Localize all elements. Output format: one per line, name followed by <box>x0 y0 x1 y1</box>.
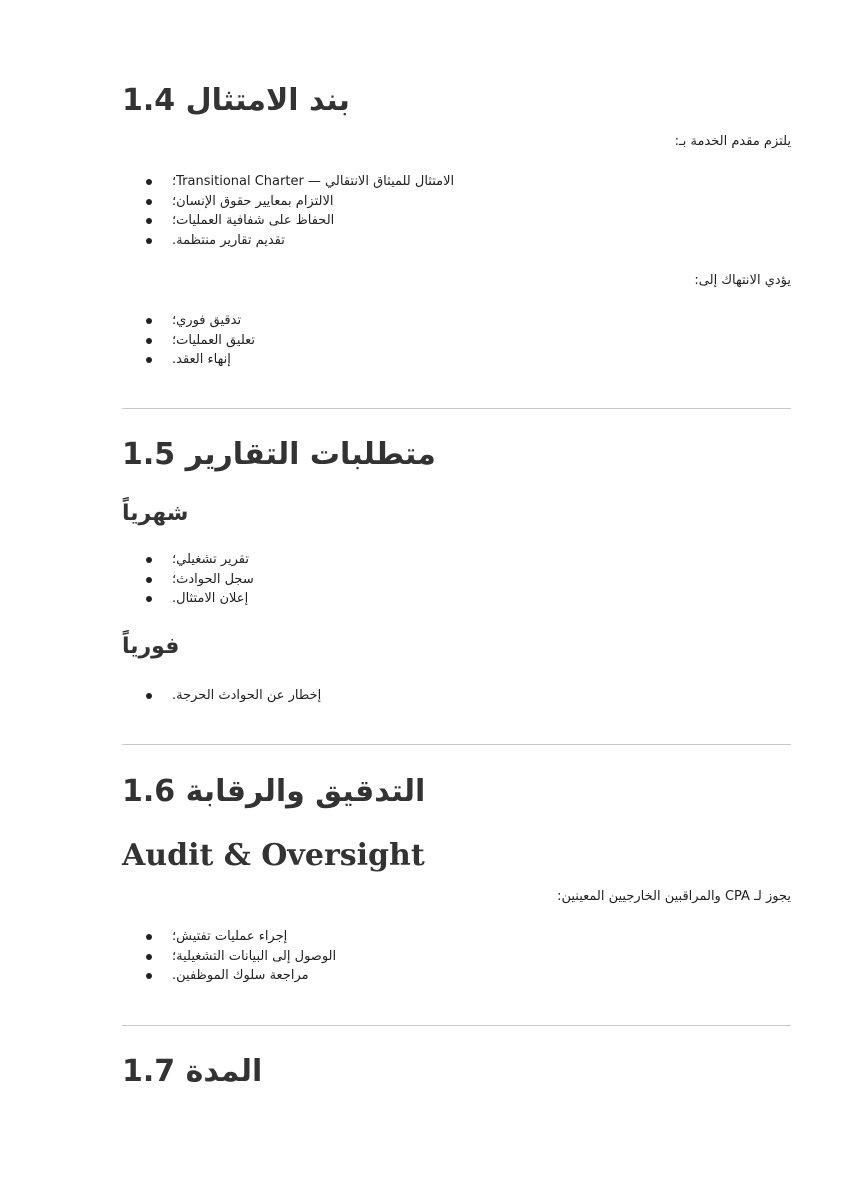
bullet-icon <box>146 318 152 324</box>
bullet-icon <box>146 954 152 960</box>
section-divider <box>122 744 791 745</box>
section-1-6-heading <box>122 772 791 812</box>
list-item: الالتزام بمعايير حقوق الإنسان؛ <box>122 192 791 212</box>
bullet-icon <box>146 338 152 344</box>
section-title: بند الامتثال <box>185 83 350 118</box>
section-1-6-english-heading: Audit & Oversight <box>122 838 425 873</box>
bullet-icon <box>146 179 152 185</box>
monthly-items-list <box>122 550 791 609</box>
section-number: 1.4 <box>122 83 176 118</box>
bullet-icon <box>146 199 152 205</box>
monthly-heading: شهرياً <box>122 501 189 526</box>
section-number: 1.5 <box>122 437 176 472</box>
list-item: تقديم تقارير منتظمة. <box>122 231 791 251</box>
list-item: سجل الحوادث؛ <box>122 570 791 590</box>
section-title: التدقيق والرقابة <box>185 774 426 809</box>
section-1-4-intro: يلتزم مقدم الخدمة بـ: <box>674 134 791 149</box>
section-title: متطلبات التقارير <box>185 437 436 472</box>
immediate-heading: فورياً <box>122 634 180 659</box>
bullet-icon <box>146 596 152 602</box>
list-item: إجراء عمليات تفتيش؛ <box>122 927 791 947</box>
violation-results-list <box>122 311 791 370</box>
bullet-icon <box>146 693 152 699</box>
section-divider <box>122 408 791 409</box>
obligations-list <box>122 172 791 250</box>
section-1-5-heading <box>122 435 791 475</box>
immediate-items-list <box>122 686 791 706</box>
section-title: المدة <box>185 1054 263 1089</box>
bullet-icon <box>146 557 152 563</box>
list-item: تعليق العمليات؛ <box>122 331 791 351</box>
list-item: الوصول إلى البيانات التشغيلية؛ <box>122 947 791 967</box>
list-item: تقرير تشغيلي؛ <box>122 550 791 570</box>
section-1-6-intro: يجوز لـ CPA والمراقبين الخارجيين المعينين: <box>557 889 791 904</box>
bullet-icon <box>146 973 152 979</box>
audit-items-list <box>122 927 791 986</box>
section-1-7-heading <box>122 1052 791 1092</box>
list-item: تدقيق فوري؛ <box>122 311 791 331</box>
section-number: 1.6 <box>122 774 176 809</box>
section-1-4-heading <box>122 81 791 121</box>
bullet-icon <box>146 218 152 224</box>
list-item: إعلان الامتثال. <box>122 589 791 609</box>
list-item: الحفاظ على شفافية العمليات؛ <box>122 211 791 231</box>
list-item: مراجعة سلوك الموظفين. <box>122 966 791 986</box>
violation-intro: يؤدي الانتهاك إلى: <box>694 273 791 288</box>
section-number: 1.7 <box>122 1054 176 1089</box>
list-item: إنهاء العقد. <box>122 350 791 370</box>
bullet-icon <box>146 357 152 363</box>
list-item: إخطار عن الحوادث الحرجة. <box>122 686 791 706</box>
bullet-icon <box>146 238 152 244</box>
bullet-icon <box>146 934 152 940</box>
list-item: الامتثال للميثاق الانتقالي — Transitional Charter؛ <box>122 172 791 192</box>
section-divider <box>122 1025 791 1026</box>
bullet-icon <box>146 577 152 583</box>
